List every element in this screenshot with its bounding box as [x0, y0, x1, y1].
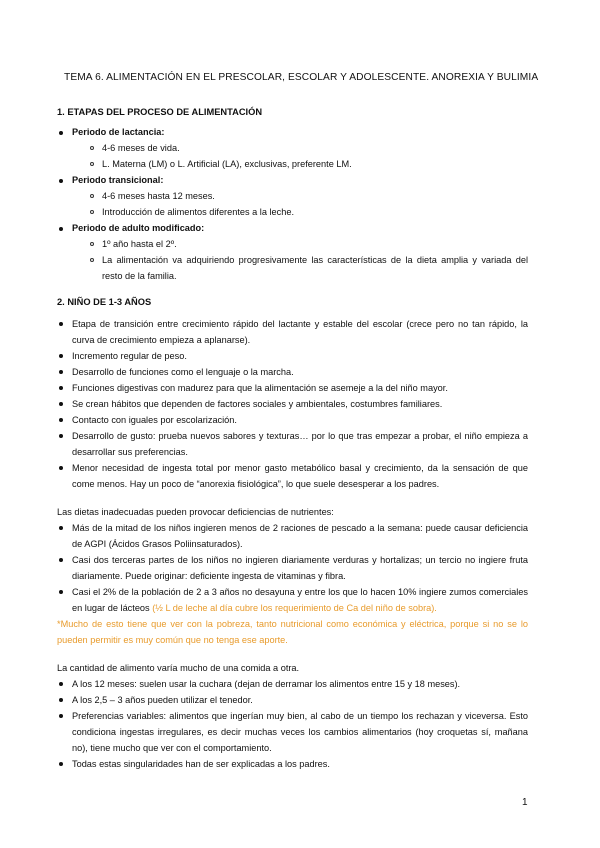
- document-title: TEMA 6. ALIMENTACIÓN EN EL PRESCOLAR, ESCOLAR Y ADOLESCENTE. ANOREXIA Y BULIMIA: [64, 72, 539, 83]
- list-item: [72, 584, 528, 616]
- list-item: A los 2,5 – 3 años pueden utilizar el tenedor.: [72, 695, 253, 705]
- bullet-icon: [59, 386, 63, 390]
- colon: :: [161, 127, 165, 137]
- adulto-label: Periodo de adulto modificado: [72, 223, 202, 233]
- list-item: L. Materna (LM) o L. Artificial (LA), exclusivas, preferente LM.: [102, 159, 352, 169]
- bullet-icon: [59, 714, 63, 718]
- circle-bullet-icon: [90, 210, 94, 214]
- list-item: Menor necesidad de ingesta total por menor gasto metabólico basal y crecimiento, da la sensación de que come menos. Hay un poco de “anorexia fisiológica”, lo que suele desesperar a los padres.: [72, 463, 528, 489]
- list-item: Más de la mitad de los niños ingieren menos de 2 raciones de pescado a la semana: puede causar deficiencia de AGPI (Ácidos Grasos Poliinsaturados).: [72, 523, 528, 549]
- bullet-icon: [59, 370, 63, 374]
- orange-note: *Mucho de esto tiene que ver con la pobreza, tanto nutricional como económica y eléctrica, porque si no se lo pueden permitir es muy común que no tenga ese aporte.: [57, 619, 528, 645]
- circle-bullet-icon: [90, 162, 94, 166]
- bullet-icon: [59, 179, 63, 183]
- list-item: Se crean hábitos que dependen de factores sociales y ambientales, costumbres familiares.: [72, 399, 443, 409]
- list-item: Incremento regular de peso.: [72, 351, 187, 361]
- bullet-icon: [59, 322, 63, 326]
- bullet-icon: [59, 354, 63, 358]
- colon: :: [160, 175, 164, 185]
- bullet-icon: [59, 466, 63, 470]
- bullet-icon: [59, 558, 63, 562]
- section-2-heading: 2. NIÑO DE 1-3 AÑOS: [57, 297, 152, 307]
- list-item: Funciones digestivas con madurez para que la alimentación se asemeje a la del niño mayor.: [72, 383, 448, 393]
- circle-bullet-icon: [90, 194, 94, 198]
- page-number: 1: [522, 797, 528, 808]
- lacteos-note: (½ L de leche al día cubre los requerimiento de Ca del niño de sobra).: [152, 603, 437, 613]
- bullet-icon: [59, 526, 63, 530]
- list-item: Casi dos terceras partes de los niños no ingieren diariamente verduras y hortalizas; un tercio no ingiere fruta diariamente. Puede originar: deficiente ingesta de vitaminas y fibra.: [72, 555, 528, 581]
- list-item: Desarrollo de funciones como el lenguaje o la marcha.: [72, 367, 294, 377]
- bullet-icon: [59, 762, 63, 766]
- circle-bullet-icon: [90, 146, 94, 150]
- section-1-heading: 1. ETAPAS DEL PROCESO DE ALIMENTACIÓN: [57, 107, 263, 117]
- bullet-icon: [59, 418, 63, 422]
- circle-bullet-icon: [90, 258, 94, 262]
- list-item: Todas estas singularidades han de ser explicadas a los padres.: [72, 759, 330, 769]
- dietas-intro: Las dietas inadecuadas pueden provocar deficiencias de nutrientes:: [57, 507, 334, 517]
- bullet-icon: [59, 227, 63, 231]
- circle-bullet-icon: [90, 242, 94, 246]
- bullet-icon: [59, 131, 63, 135]
- list-item: 4-6 meses de vida.: [102, 143, 180, 153]
- list-item: Contacto con iguales por escolarización.: [72, 415, 237, 425]
- list-item: Preferencias variables: alimentos que ingerían muy bien, al cabo de un tiempo los rechazan y viceversa. Esto condiciona ingestas irregulares, es decir muchas veces los cambios alimentarios (hoy croquetas sí, mañana no), tiene mucho que ver con el comportamiento.: [72, 711, 528, 753]
- transicional-item: [72, 172, 163, 188]
- list-item: A los 12 meses: suelen usar la cuchara (dejan de derramar los alimentos entre 15 y 18 meses).: [72, 679, 461, 689]
- bullet-icon: [59, 698, 63, 702]
- adulto-item: [72, 220, 204, 236]
- bullet-icon: [59, 434, 63, 438]
- list-item: Etapa de transición entre crecimiento rápido del lactante y estable del escolar (crece pero no tan rápido, la curva de crecimiento empieza a aplanarse).: [72, 319, 528, 345]
- bullet-icon: [59, 590, 63, 594]
- list-item: 4-6 meses hasta 12 meses.: [102, 191, 215, 201]
- transicional-label: Periodo transicional: [72, 175, 161, 185]
- bullet-icon: [59, 682, 63, 686]
- cantidad-intro: La cantidad de alimento varía mucho de una comida a otra.: [57, 663, 300, 673]
- list-item: 1º año hasta el 2º.: [102, 239, 177, 249]
- lacteos-text: Casi el 2% de la población de 2 a 3 años no desayuna y entre los que lo hacen 10% ingiere zumos comerciales en lugar de lácteos: [72, 587, 528, 613]
- lactancia-label: Periodo de lactancia: [72, 127, 162, 137]
- list-item: La alimentación va adquiriendo progresivamente las características de la dieta amplia y variada del resto de la familia.: [102, 255, 528, 281]
- bullet-icon: [59, 402, 63, 406]
- list-item: Introducción de alimentos diferentes a la leche.: [102, 207, 295, 217]
- lactancia-item: [72, 124, 164, 140]
- colon: :: [201, 223, 205, 233]
- list-item: Desarrollo de gusto: prueba nuevos sabores y texturas… por lo que tras empezar a probar, el niño empieza a desarrollar sus preferencias.: [72, 431, 528, 457]
